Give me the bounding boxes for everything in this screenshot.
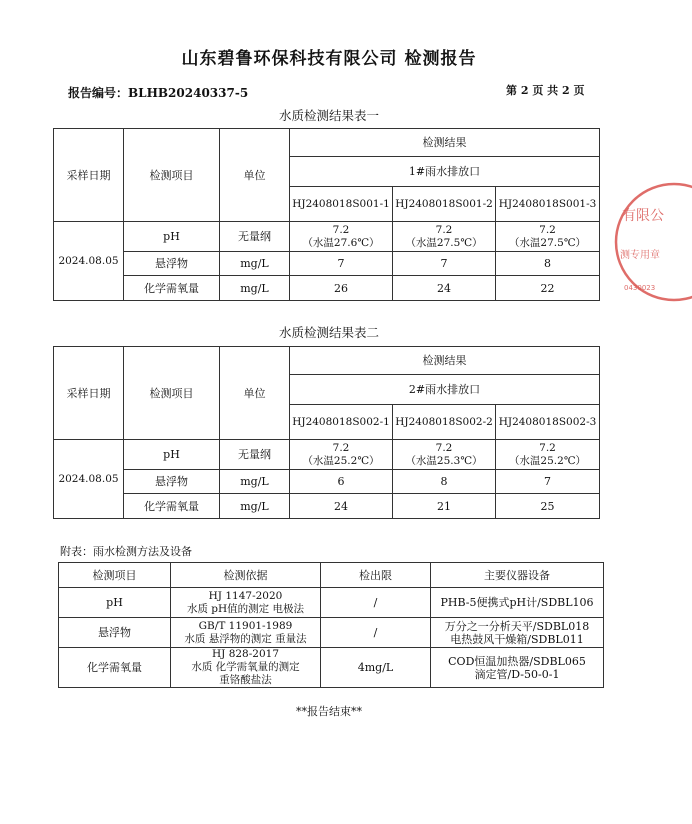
result-value	[393, 440, 496, 470]
item-unit: 无量纲	[220, 440, 290, 470]
detection-limit: /	[321, 618, 431, 648]
col-header-unit: 单位	[220, 129, 290, 222]
standard-code: HJ 828-2017	[211, 648, 279, 660]
item-name: pH	[59, 588, 171, 618]
item-name: 化学需氧量	[124, 494, 220, 519]
equipment	[431, 618, 604, 648]
result-value: 7	[290, 252, 393, 276]
result-value: 7	[496, 470, 600, 494]
item-unit: mg/L	[220, 494, 290, 519]
result-value: 6	[290, 470, 393, 494]
col-header-equipment: 主要仪器设备	[431, 563, 604, 588]
equipment-item: COD恒温加热器/SDBL065	[448, 654, 586, 668]
table-row	[54, 129, 600, 157]
seal-text: 测专用章	[620, 250, 660, 261]
sample-id: HJ2408018S002-2	[393, 405, 496, 440]
water-temperature: （水温27.5℃）	[405, 236, 483, 249]
col-header-unit: 单位	[220, 347, 290, 440]
col-header-date: 采样日期	[54, 129, 124, 222]
result-value: 22	[496, 276, 600, 301]
col-header-item: 检测项目	[124, 129, 220, 222]
sample-id: HJ2408018S001-1	[290, 187, 393, 222]
equipment-item: PHB-5便携式pH计/SDBL106	[440, 596, 594, 609]
report-title: 山东碧鲁环保科技有限公司 检测报告	[181, 49, 477, 69]
col-header-basis: 检测依据	[171, 563, 321, 588]
col-header-limit: 检出限	[321, 563, 431, 588]
result-value: 21	[393, 494, 496, 519]
sample-id: HJ2408018S002-3	[496, 405, 600, 440]
equipment-item: 滴定管/D-50-0-1	[474, 667, 560, 681]
detection-limit: /	[321, 588, 431, 618]
results-table-1	[53, 128, 600, 301]
sample-id: HJ2408018S001-3	[496, 187, 600, 222]
item-name: pH	[124, 440, 220, 470]
table-row	[54, 252, 600, 276]
method-basis	[171, 588, 321, 618]
method-basis	[171, 618, 321, 648]
sample-id: HJ2408018S002-1	[290, 405, 393, 440]
company-seal	[612, 180, 692, 310]
item-name: 悬浮物	[124, 470, 220, 494]
result-value: 24	[290, 494, 393, 519]
water-temperature: （水温25.2℃）	[508, 454, 587, 467]
col-header-results: 检测结果	[290, 347, 600, 375]
sampling-date: 2024.08.05	[54, 222, 124, 301]
col-header-date: 采样日期	[54, 347, 124, 440]
value: 7.2	[435, 223, 453, 236]
water-temperature: （水温27.5℃）	[508, 236, 587, 249]
table-row	[54, 222, 600, 252]
col-header-item: 检测项目	[124, 347, 220, 440]
table1-caption: 水质检测结果表一	[278, 108, 379, 123]
water-temperature: （水温25.2℃）	[302, 454, 380, 467]
equipment-item: 电热鼓风干燥箱/SDBL011	[450, 632, 584, 646]
standard-code: HJ 1147-2020	[208, 589, 283, 602]
water-temperature: （水温25.3℃）	[405, 454, 483, 467]
item-name: 悬浮物	[59, 618, 171, 648]
result-value: 26	[290, 276, 393, 301]
methods-table	[58, 562, 604, 688]
item-unit: mg/L	[220, 276, 290, 301]
sampling-location: 1#雨水排放口	[290, 157, 600, 187]
table2-caption: 水质检测结果表二	[278, 325, 379, 340]
result-value: 8	[496, 252, 600, 276]
method-name: 水质 化学需氧量的测定	[191, 661, 300, 673]
value: 7.2	[539, 223, 556, 236]
method-name: 水质 pH值的测定 电极法	[186, 602, 305, 615]
table-row	[54, 494, 600, 519]
result-value: 8	[393, 470, 496, 494]
table-row	[59, 618, 604, 648]
method-name-cont: 重铬酸盐法	[219, 674, 272, 686]
item-name: 悬浮物	[124, 252, 220, 276]
value: 7.2	[332, 441, 350, 454]
seal-text: 0430023	[624, 284, 656, 292]
table-row	[54, 276, 600, 301]
appendix-caption: 附表：雨水检测方法及设备	[60, 545, 192, 558]
result-value	[496, 222, 600, 252]
item-unit: 无量纲	[220, 222, 290, 252]
col-header-results: 检测结果	[290, 129, 600, 157]
table-row	[59, 648, 604, 688]
equipment	[431, 648, 604, 688]
sampling-date: 2024.08.05	[54, 440, 124, 519]
sampling-location: 2#雨水排放口	[290, 375, 600, 405]
results-table-2	[53, 346, 600, 519]
method-name: 水质 悬浮物的测定 重量法	[184, 632, 307, 645]
equipment-item: 万分之一分析天平/SDBL018	[444, 619, 590, 633]
method-basis	[171, 648, 321, 688]
result-value: 24	[393, 276, 496, 301]
item-unit: mg/L	[220, 252, 290, 276]
table-row	[54, 440, 600, 470]
result-value	[496, 440, 600, 470]
report-number: 报告编号：BLHB20240337-5	[68, 86, 249, 100]
water-temperature: （水温27.6℃）	[302, 236, 380, 249]
result-value	[393, 222, 496, 252]
result-value	[290, 222, 393, 252]
table-row	[59, 563, 604, 588]
item-unit: mg/L	[220, 470, 290, 494]
item-name: pH	[124, 222, 220, 252]
detection-limit: 4mg/L	[321, 648, 431, 688]
sample-id: HJ2408018S001-2	[393, 187, 496, 222]
value: 7.2	[332, 223, 350, 236]
col-header-item: 检测项目	[59, 563, 171, 588]
table-row	[54, 470, 600, 494]
seal-text: 有限公	[622, 208, 664, 224]
item-name: 化学需氧量	[59, 648, 171, 688]
result-value: 25	[496, 494, 600, 519]
table-row	[59, 588, 604, 618]
table-row	[54, 347, 600, 375]
result-value	[290, 440, 393, 470]
item-name: 化学需氧量	[124, 276, 220, 301]
value: 7.2	[435, 441, 453, 454]
result-value: 7	[393, 252, 496, 276]
equipment	[431, 588, 604, 618]
report-end-mark: **报告结束**	[296, 705, 362, 718]
value: 7.2	[539, 441, 556, 454]
page-info: 第 2 页 共 2 页	[506, 84, 585, 97]
standard-code: GB/T 11901-1989	[198, 619, 293, 632]
